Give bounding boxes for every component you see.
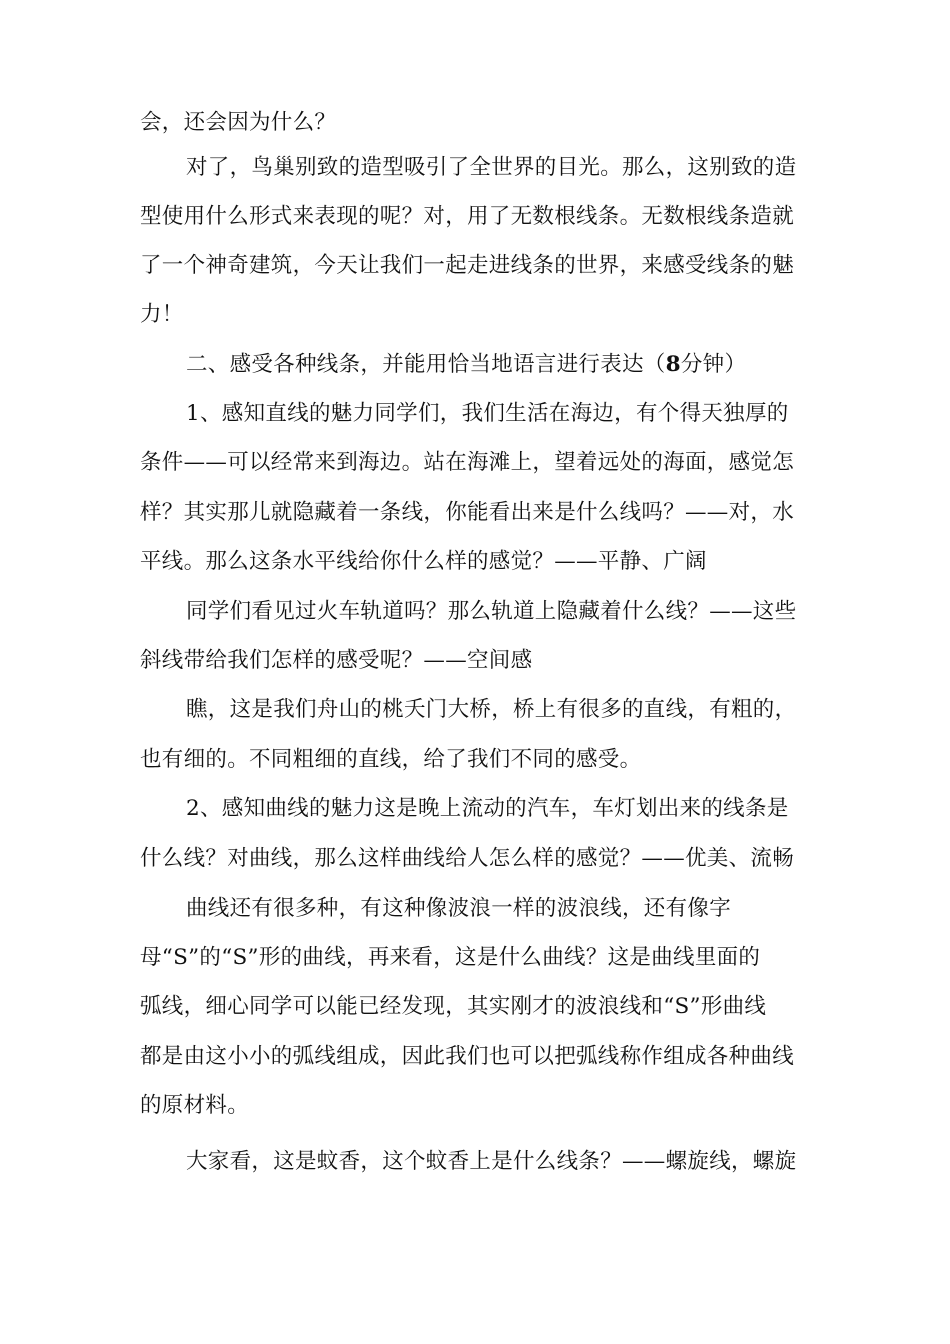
paragraph-line: 什么线？对曲线，那么这样曲线给人怎么样的感觉？——优美、流畅 bbox=[140, 846, 795, 871]
paragraph-line: 大家看，这是蚊香，这个蚊香上是什么线条？——螺旋线，螺旋 bbox=[186, 1149, 797, 1174]
paragraph-line: 平线。那么这条水平线给你什么样的感觉？——平静、广阔 bbox=[140, 549, 707, 574]
paragraph-line: 条件——可以经常来到海边。站在海滩上，望着远处的海面，感觉怎 bbox=[140, 450, 795, 475]
section-heading-unit: 分钟） bbox=[680, 352, 747, 377]
paragraph-line: 也有细的。不同粗细的直线，给了我们不同的感受。 bbox=[140, 747, 642, 772]
paragraph-line: 型使用什么形式来表现的呢？对，用了无数根线条。无数根线条造就 bbox=[140, 204, 795, 229]
paragraph-line: 的原材料。 bbox=[140, 1093, 250, 1118]
paragraph-line: 会，还会因为什么？ bbox=[140, 110, 337, 135]
paragraph-line: 都是由这小小的弧线组成，因此我们也可以把弧线称作组成各种曲线 bbox=[140, 1044, 795, 1069]
section-heading-minutes: 8 bbox=[665, 352, 681, 377]
paragraph-line: 2、感知曲线的魅力这是晚上流动的汽车，车灯划出来的线条是 bbox=[186, 796, 789, 821]
section-heading-text: 二、感受各种线条，并能用恰当地语言进行表达（ bbox=[186, 352, 666, 377]
paragraph-line: 样？其实那儿就隐藏着一条线，你能看出来是什么线吗？——对，水 bbox=[140, 500, 795, 525]
section-heading bbox=[186, 350, 746, 380]
paragraph-line: 了一个神奇建筑，今天让我们一起走进线条的世界，来感受线条的魅 bbox=[140, 253, 795, 278]
paragraph-line: 弧线，细心同学可以能已经发现，其实刚才的波浪线和“S”形曲线 bbox=[140, 994, 767, 1019]
paragraph-line: 瞧，这是我们舟山的桃夭门大桥，桥上有很多的直线，有粗的， bbox=[186, 697, 797, 722]
paragraph-line: 斜线带给我们怎样的感受呢？——空间感 bbox=[140, 648, 533, 673]
paragraph-line: 力！ bbox=[140, 302, 184, 327]
paragraph-line: 1、感知直线的魅力同学们，我们生活在海边，有个得天独厚的 bbox=[186, 401, 789, 426]
paragraph-line: 曲线还有很多种，有这种像波浪一样的波浪线，还有像字 bbox=[186, 896, 732, 921]
paragraph-line: 同学们看见过火车轨道吗？那么轨道上隐藏着什么线？——这些 bbox=[186, 599, 797, 624]
paragraph-line: 对了，鸟巢别致的造型吸引了全世界的目光。那么，这别致的造 bbox=[186, 155, 797, 180]
paragraph-line: 母“S”的“S”形的曲线，再来看，这是什么曲线？这是曲线里面的 bbox=[140, 945, 761, 970]
